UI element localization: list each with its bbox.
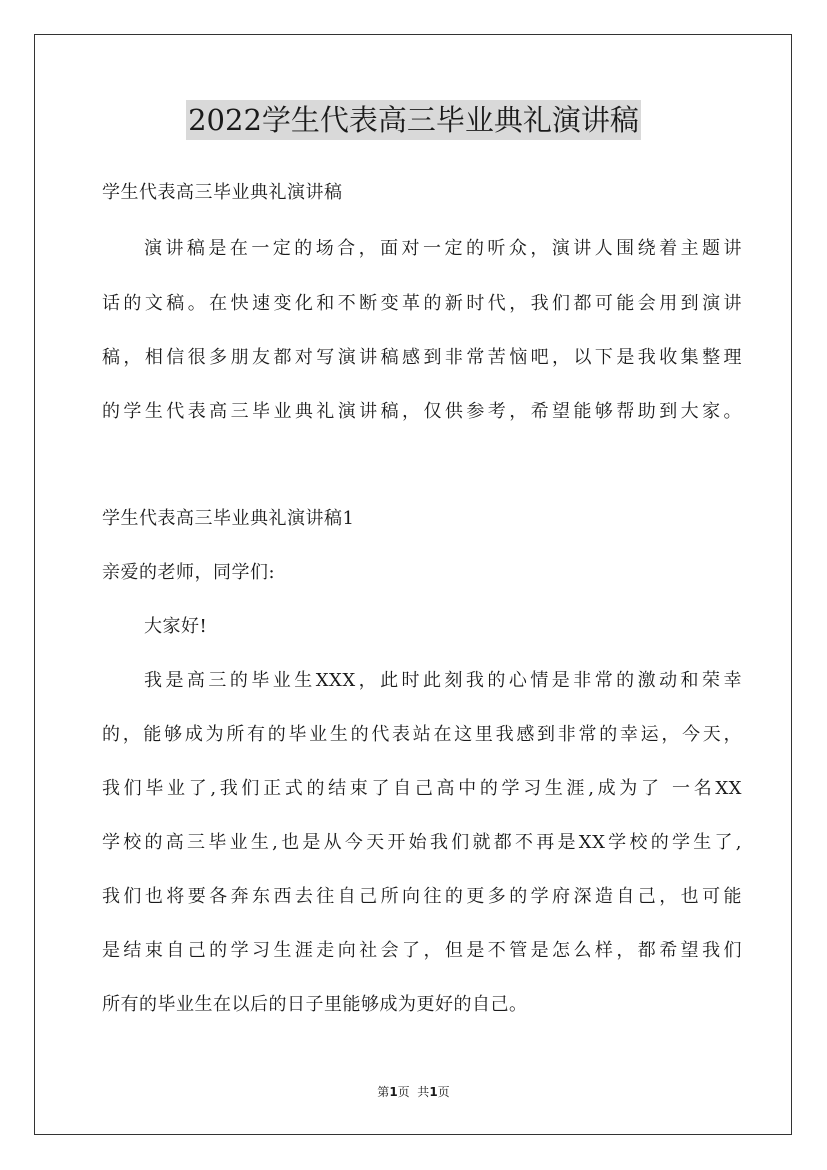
page-label-suffix: 页	[437, 1085, 450, 1099]
salutation: 亲爱的老师，同学们:	[102, 562, 276, 583]
page-label-prefix: 第	[377, 1085, 390, 1099]
body-line-3: 我们毕业了,我们正式的结束了自己高中的学习生涯,成为了 一名XX	[102, 778, 742, 799]
page-number-footer	[0, 1084, 827, 1100]
intro-line-2: 话的文稿。在快速变化和不断变革的新时代，我们都可能会用到演讲	[102, 293, 742, 314]
intro-line-1: 演讲稿是在一定的场合，面对一定的听众，演讲人围绕着主题讲	[144, 238, 742, 259]
body-line-5: 我们也将要各奔东西去往自己所向往的更多的学府深造自己，也可能	[102, 886, 742, 907]
document-title: 2022学生代表高三毕业典礼演讲稿	[186, 100, 641, 140]
section-heading: 学生代表高三毕业典礼演讲稿1	[102, 508, 355, 529]
document-subtitle: 学生代表高三毕业典礼演讲稿	[102, 182, 343, 203]
intro-line-3: 稿，相信很多朋友都对写演讲稿感到非常苦恼吧，以下是我收集整理	[102, 347, 742, 368]
body-line-4: 学校的高三毕业生,也是从今天开始我们就都不再是XX学校的学生了,	[102, 832, 742, 853]
greeting: 大家好!	[144, 616, 208, 637]
body-line-7: 所有的毕业生在以后的日子里能够成为更好的自己。	[102, 994, 528, 1015]
page-current: 1	[389, 1085, 398, 1099]
title-container	[0, 100, 827, 140]
page-total: 1	[429, 1085, 438, 1099]
body-line-1: 我是高三的毕业生XXX，此时此刻我的心情是非常的激动和荣幸	[144, 670, 742, 691]
body-line-6: 是结束自己的学习生涯走向社会了，但是不管是怎么样，都希望我们	[102, 940, 742, 961]
page-label-mid: 页 共	[397, 1085, 430, 1099]
body-line-2: 的，能够成为所有的毕业生的代表站在这里我感到非常的幸运，今天，	[102, 724, 742, 745]
intro-line-4: 的学生代表高三毕业典礼演讲稿，仅供参考，希望能够帮助到大家。	[102, 401, 742, 422]
